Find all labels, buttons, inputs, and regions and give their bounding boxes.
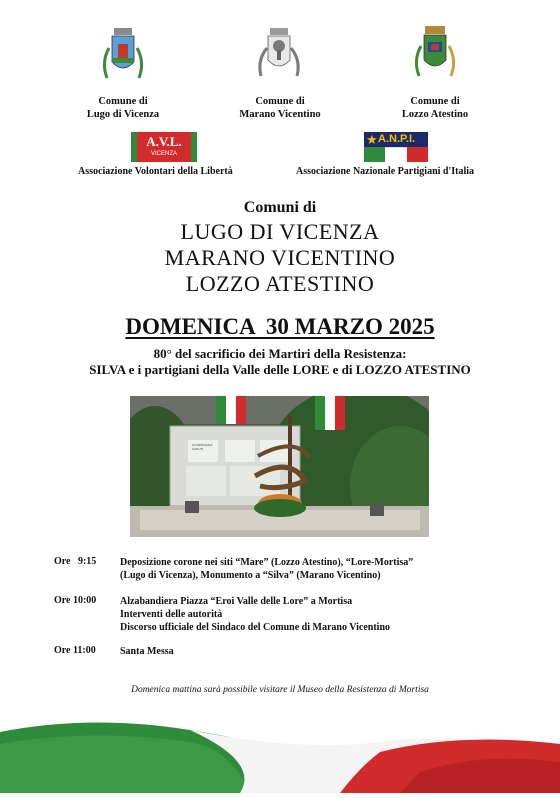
avl-logo xyxy=(131,132,197,162)
schedule-desc-1: Deposizione corone nei siti “Mare” (Lozzo Atestino), “Lore-Mortisa” (Lugo di Vicenza), Monumento a “Silva” (Marano Vicentino) xyxy=(120,557,414,581)
star-icon: ★ xyxy=(366,132,378,147)
schedule-desc-3: Santa Messa xyxy=(120,646,174,657)
anpi-name: Associazione Nazionale Partigiani d'Italia xyxy=(296,166,475,177)
event-date: DOMENICA 30 MARZO 2025 xyxy=(125,314,435,339)
schedule-time-3: Ore 11:00 xyxy=(54,645,96,656)
memorial-photo xyxy=(130,396,429,537)
schedule-time-2: Ore 10:00 xyxy=(54,595,97,606)
avl-logo-sub: VICENZA xyxy=(150,151,177,157)
footer-note: Domenica mattina sarà possibile visitare il Museo della Resistenza di Mortisa xyxy=(131,685,429,695)
italian-flag-wave xyxy=(0,712,560,793)
event-subtitle-1: 80° del sacrificio dei Martiri della Resistenza: xyxy=(153,346,407,361)
crest-lugo-icon xyxy=(101,26,145,91)
comune-marano-label: Comune di Marano Vicentino xyxy=(239,96,321,120)
event-subtitle-2: SILVA e i partigiani della Valle delle LORE e di LOZZO ATESTINO xyxy=(89,362,471,377)
town-marano: MARANO VICENTINO xyxy=(164,245,396,270)
schedule-time-1: Ore 9:15 xyxy=(54,556,97,567)
avl-name: Associazione Volontari della Libertà xyxy=(78,166,233,177)
comune-lozzo-label: Comune di Lozzo Atestino xyxy=(401,96,469,120)
comuni-intro: Comuni di xyxy=(243,199,317,216)
avl-logo-text: A.V.L. xyxy=(146,134,182,149)
crest-marano-icon xyxy=(257,26,301,91)
crest-lozzo-icon xyxy=(413,24,457,89)
town-lugo: LUGO DI VICENZA xyxy=(180,219,380,244)
plaque-text: AI PARTIGIANI CADUTI xyxy=(192,443,213,451)
anpi-logo-text: A.N.P.I. xyxy=(378,133,416,145)
anpi-logo xyxy=(364,132,428,162)
town-lozzo: LOZZO ATESTINO xyxy=(185,271,375,296)
schedule-desc-2: Alzabandiera Piazza “Eroi Valle delle Lore” a Mortisa Interventi delle autorità Discorso ufficiale del Sindaco del Comune di Marano Vicentino xyxy=(120,596,390,633)
comune-lugo-label: Comune di Lugo di Vicenza xyxy=(86,96,160,120)
